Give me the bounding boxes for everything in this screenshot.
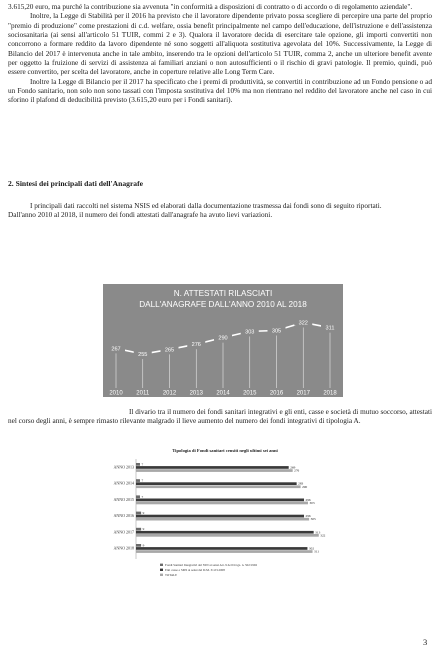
x-tick-label: 2010: [109, 390, 123, 397]
bar-value-label: 296: [305, 497, 311, 502]
bar: [136, 528, 141, 531]
bar: [136, 466, 289, 469]
bar-value-label: 9: [142, 543, 145, 548]
data-label: 255: [138, 351, 148, 358]
x-tick-label: 2013: [189, 390, 203, 397]
data-label: 290: [218, 335, 228, 342]
chart-title-line-1: N. ATTESTATI RILASCIATI: [173, 289, 273, 298]
bar: [136, 550, 313, 553]
data-label: 265: [164, 347, 175, 354]
bar-value-label: 311: [314, 549, 320, 554]
bar: [136, 547, 307, 550]
intro-section: [8, 3, 432, 106]
bar: [136, 512, 141, 515]
bar-value-label: 305: [310, 517, 316, 522]
chart-title-line-2: DALL'ANAGRAFE DALL'ANNO 2010 AL 2018: [139, 300, 307, 309]
data-label: 322: [298, 320, 308, 327]
data-label: 276: [191, 342, 201, 349]
legend-swatch: [160, 564, 163, 566]
bar: [136, 482, 297, 485]
paragraph-4: I principali dati raccolti nel sistema NSIS ed elaborati dalla documentazione trasmessa dai fondi sono di seguito riportati.: [30, 202, 382, 210]
bar-value-label: 7: [141, 494, 144, 499]
category-label: ANNO 2016: [113, 513, 134, 519]
bar-value-label: 7: [141, 462, 144, 467]
bar: [136, 499, 304, 502]
data-label: 267: [111, 346, 121, 353]
paragraph-2: Inoltre, la Legge di Stabilità per il 2016 ha previsto che il lavoratore dipendente privato possa scegliere di percepire una parte del proprio "premio di produzione" come prestazioni di c.d. welfare, ossia benefit principalmente nel campo dell'educazione, dell'istruzione e dell'assistenza sociosanitaria (ai sensi all'articolo 51 TUIR, commi 2 e 3). Qualora il lavoratore decida di esercitare tale opzione, gli importi convertiti non concorrono a formare reddito da lavoro dipendente né sono soggetti all'aliquota sostitutiva agevolata del 10%. Successivamente, la Legge di Bilancio del 2017 è intervenuta anche in tale ambito, inserendo tra le opzioni dell'articolo 51 TUIR, comma 2, anche un ulteriore benefit avente per oggetto la fruizione di servizi di assistenza ai familiari anziani o non autosufficienti o il rischio di gravi patologie. Il premio, quindi, può essere convertito, per scelta del lavoratore, anche in coperture relative alle Long Term Care.: [8, 12, 432, 77]
legend-entry: Fondi Sanitari Integrativi del SSN ai sensi Art. 9 del D.Lgs. n. 502/1992: [165, 563, 258, 567]
attestati-line-chart: [103, 284, 343, 397]
bar-value-label: 302: [308, 546, 315, 551]
section-heading: 2. Sintesi dei principali dati dell'Anagrafe: [8, 179, 144, 188]
x-tick-label: 2017: [296, 390, 310, 397]
x-tick-label: 2016: [269, 390, 284, 397]
bar-value-label: 322: [320, 533, 326, 538]
data-label: 311: [325, 325, 335, 332]
legend-entry: TOTALE: [165, 573, 178, 577]
category-label: ANNO 2018: [113, 545, 134, 551]
bar-value-label: 269: [290, 465, 296, 470]
bar: [136, 479, 140, 482]
bar-value-label: 303: [309, 501, 315, 505]
legend-swatch: [160, 574, 163, 576]
bar: [136, 515, 304, 518]
category-label: ANNO 2014: [113, 480, 134, 486]
bar-value-label: 296: [305, 514, 311, 519]
bar-value-label: 7: [141, 478, 144, 483]
page-number: 3: [423, 637, 428, 647]
chart-title: Tipologia di Fondi sanitari censiti negli ultimi sei anni: [172, 448, 278, 453]
paragraph-1: 3.615,20 euro, ma purché la contribuzione sia avvenuta "in conformità a disposizioni di contratto o di accordo o di regolamento aziendale".: [8, 3, 413, 11]
tipologia-bar-chart: [103, 447, 339, 599]
bar: [136, 495, 140, 498]
x-tick-label: 2018: [323, 390, 337, 397]
legend-swatch: [160, 569, 163, 571]
x-tick-label: 2014: [216, 390, 230, 397]
x-tick-label: 2011: [136, 390, 150, 397]
bar: [136, 463, 140, 466]
x-tick-label: 2012: [162, 390, 177, 397]
bar-value-label: 9: [142, 511, 145, 515]
legend-entry: Enti casse e SMS ai sensi del D.M. 31.03.2008: [165, 568, 225, 572]
x-tick-label: 2015: [243, 390, 257, 397]
category-label: ANNO 2017: [113, 529, 134, 535]
bar: [136, 544, 141, 547]
bar-value-label: 9: [142, 527, 145, 532]
paragraph-3: Inoltre la Legge di Bilancio per il 2017 ha specificato che i premi di produttività, se convertiti in contribuzione ad un Fondo pensione o ad un Fondo sanitario, non solo non sono tassati con l'imposta sostitutiva del 10% ma non rientrano nel reddito del lavoratore anche nel caso in cui sforino il plafond di deducibilità previsto (3.615,20 euro per i Fondi sanitari).: [8, 77, 432, 105]
data-label: 305: [271, 328, 282, 335]
data-label: 303: [245, 329, 255, 336]
bar: [136, 531, 314, 534]
bar-value-label: 290: [302, 484, 308, 489]
bar: [136, 534, 319, 537]
paragraph-6: Il divario tra il numero dei fondi sanitari integrativi e gli enti, casse e società di mutuo soccorso, attestati nel corso degli anni, è sempre rimasto rilevante malgrado il lieve aumento del numero dei fondi integrativi di tipologia A.: [8, 408, 432, 426]
paragraph-5: Dall'anno 2010 al 2018, il numero dei fondi attestati dall'anagrafe ha avuto lievi variazioni.: [8, 211, 273, 220]
bar-value-label: 283: [298, 481, 304, 486]
bar: [136, 469, 293, 472]
bar: [136, 485, 301, 488]
bar: [136, 518, 309, 521]
middle-section: [8, 408, 432, 427]
section-intro: [8, 202, 432, 221]
category-label: ANNO 2013: [113, 464, 134, 470]
bar: [136, 502, 308, 505]
bar-value-label: 276: [294, 468, 300, 473]
category-label: ANNO 2015: [113, 496, 134, 502]
bar-value-label: 313: [315, 530, 321, 535]
